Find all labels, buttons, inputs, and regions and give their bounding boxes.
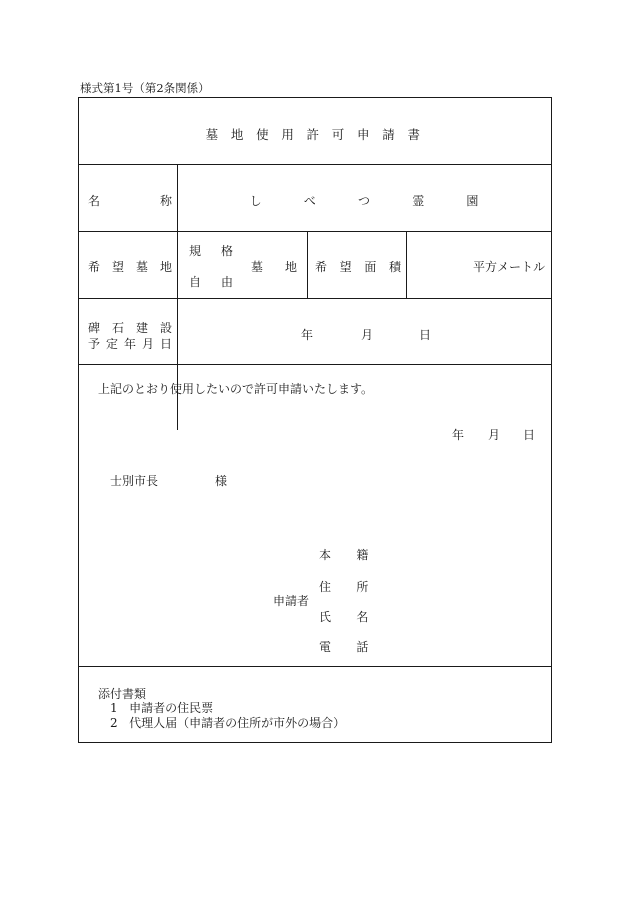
form-title: 墓 地 使 用 許 可 申 請 書 bbox=[205, 127, 425, 142]
plot-type-free: 自 由 bbox=[189, 275, 233, 289]
monument-label-line2: 予 定 年 月 日 bbox=[88, 337, 172, 351]
applicant-name-label: 氏 名 bbox=[319, 610, 380, 624]
applicant-phone-label: 電 話 bbox=[319, 640, 380, 654]
plot-type-standard: 規 格 bbox=[189, 244, 233, 258]
divider bbox=[79, 164, 551, 165]
application-date-year: 年 bbox=[452, 428, 465, 442]
area-unit: 平方メートル bbox=[472, 260, 545, 274]
cemetery-name-value: し べ つ 霊 園 bbox=[249, 194, 498, 208]
applicant-domicile-label: 本 籍 bbox=[319, 548, 380, 562]
desired-plot-label: 希 望 墓 地 bbox=[88, 260, 172, 274]
desired-area-label: 希 望 面 積 bbox=[315, 260, 401, 274]
divider bbox=[79, 364, 551, 365]
attachment-item bbox=[110, 714, 345, 731]
plot-type-suffix: 墓 地 bbox=[251, 260, 297, 274]
attachment-number: 1 bbox=[110, 701, 118, 715]
applicant-address-label: 住 所 bbox=[319, 580, 380, 594]
attachment-text: 申請者の住民票 bbox=[129, 701, 214, 715]
divider bbox=[307, 231, 308, 298]
name-label: 名 称 bbox=[88, 194, 172, 208]
addressee: 士別市長 bbox=[110, 474, 159, 488]
attachments-heading: 添付書類 bbox=[98, 687, 147, 701]
honorific: 様 bbox=[215, 474, 228, 488]
divider bbox=[79, 298, 551, 299]
form-number: 様式第1号（第2条関係） bbox=[80, 81, 210, 95]
applicant-label: 申請者 bbox=[273, 594, 310, 608]
monument-date-month: 月 bbox=[361, 328, 374, 342]
application-date-day: 日 bbox=[523, 428, 536, 442]
attachment-number: 2 bbox=[110, 716, 118, 730]
application-date-month: 月 bbox=[488, 428, 501, 442]
monument-date-year: 年 bbox=[301, 328, 314, 342]
monument-date-day: 日 bbox=[419, 328, 432, 342]
divider bbox=[79, 666, 551, 667]
divider bbox=[79, 231, 551, 232]
divider bbox=[406, 231, 407, 298]
application-statement: 上記のとおり使用したいので許可申請いたします。 bbox=[98, 382, 374, 396]
monument-label-line1: 碑 石 建 設 bbox=[88, 321, 172, 335]
application-form bbox=[78, 97, 552, 743]
attachment-text: 代理人届（申請者の住所が市外の場合） bbox=[129, 716, 346, 730]
